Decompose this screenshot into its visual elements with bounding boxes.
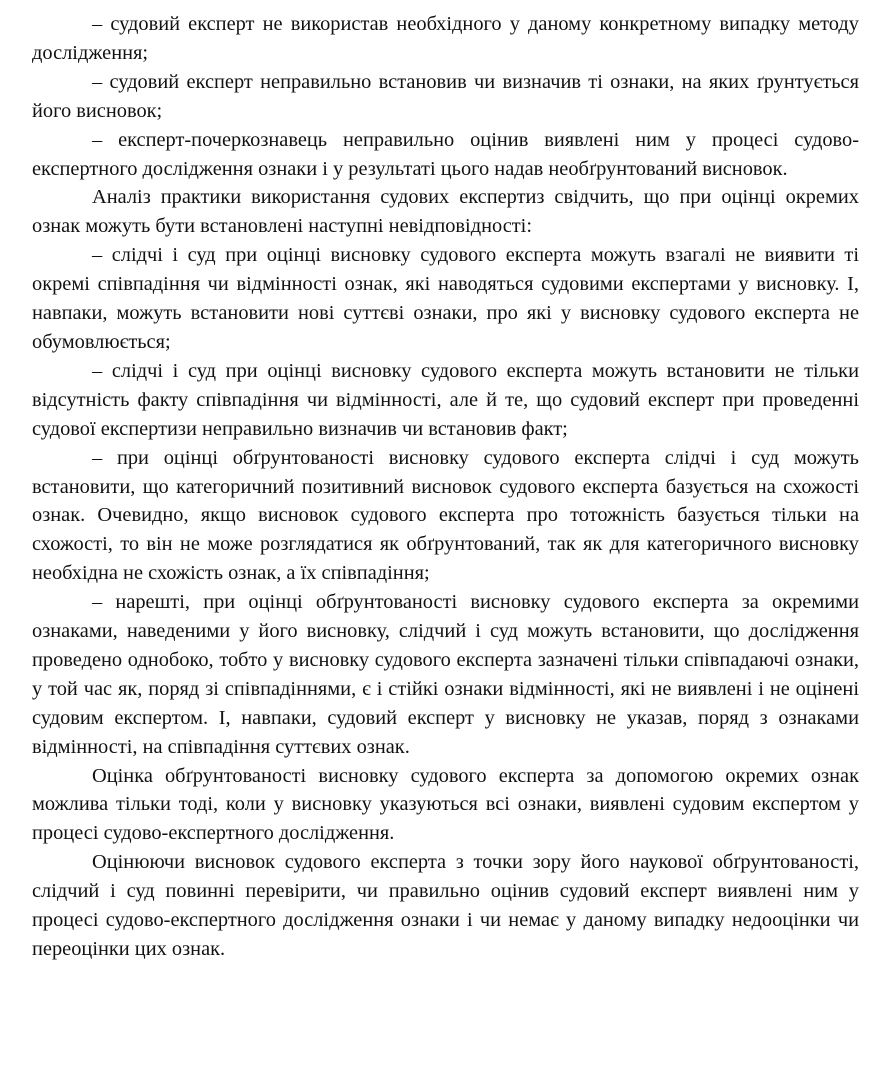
paragraph-absence-of-fact: – слідчі і суд при оцінці висновку судового експерта можуть встановити не тільки відсутність факту співпадіння чи відмінності, але й те, що судовий експерт при проведенні судової експертизи неправильно визначив чи встановив факт; — [32, 359, 859, 440]
paragraph-practice-analysis: Аналіз практики використання судових експертиз свідчить, що при оцінці окремих ознак можуть бути встановлені наступні невідповідності: — [32, 186, 859, 238]
paragraph-not-detect-features: – слідчі і суд при оцінці висновку судового експерта можуть взагалі не виявити ті окремі співпадіння чи відмінності ознак, які наводяться судовими експертами у висновку. І, навпаки, можуть встановити нові суттєві ознаки, про які у висновку судового експерта не обумовлюється; — [32, 244, 859, 353]
paragraph-assessment-possible: Оцінка обґрунтованості висновку судового експерта за допомогою окремих ознак можлива тільки тоді, коли у висновку указуються всі ознаки, виявлені судовим експертом у процесі судово-експертного дослідження. — [32, 764, 859, 845]
paragraph-scientific-validity: Оцінюючи висновок судового експерта з точки зору його наукової обґрунтованості, слідчий і суд повинні перевірити, чи правильно оцінив судовий експерт виявлені ним у процесі судово-експертного дослідження ознаки і чи немає у даному випадку недооцінки чи переоцінки цих ознак. — [32, 851, 859, 960]
paragraph-method-not-used: – судовий експерт не використав необхідного у даному конкретному випадку методу дослідження; — [32, 13, 859, 64]
paragraph-one-sided-study: – нарешті, при оцінці обґрунтованості висновку судового експерта за окремими ознаками, наведеними у його висновку, слідчий і суд можуть встановити, що дослідження проведено однобоко, тобто у висновку судового експерта зазначені тільки співпадаючі ознаки, у той час як, поряд зі співпадіннями, є і стійкі ознаки відмінності, які не виявлені і не оцінені судовим експертом. І, навпаки, судовий експерт у висновку не указав, поряд з ознаками відмінності, на співпадіння суттєвих ознак. — [32, 591, 859, 758]
paragraph-handwriting-expert: – експерт-почеркознавець неправильно оцінив виявлені ним у процесі судово-експертного дослідження ознаки і у результаті цього надав необґрунтований висновок. — [32, 128, 859, 180]
document-page — [32, 10, 859, 964]
paragraph-features-misidentified: – судовий експерт неправильно встановив чи визначив ті ознаки, на яких ґрунтується його висновок; — [32, 70, 859, 122]
paragraph-similarity-basis: – при оцінці обґрунтованості висновку судового експерта слідчі і суд можуть встановити, що категоричний позитивний висновок судового експерта базується на схожості ознак. Очевидно, якщо висновок судового експерта про тотожність базується тільки на схожості, то він не може розглядатися як обґрунтований, так як для категоричного висновку необхідна не схожість ознак, а їх співпадіння; — [32, 446, 859, 585]
